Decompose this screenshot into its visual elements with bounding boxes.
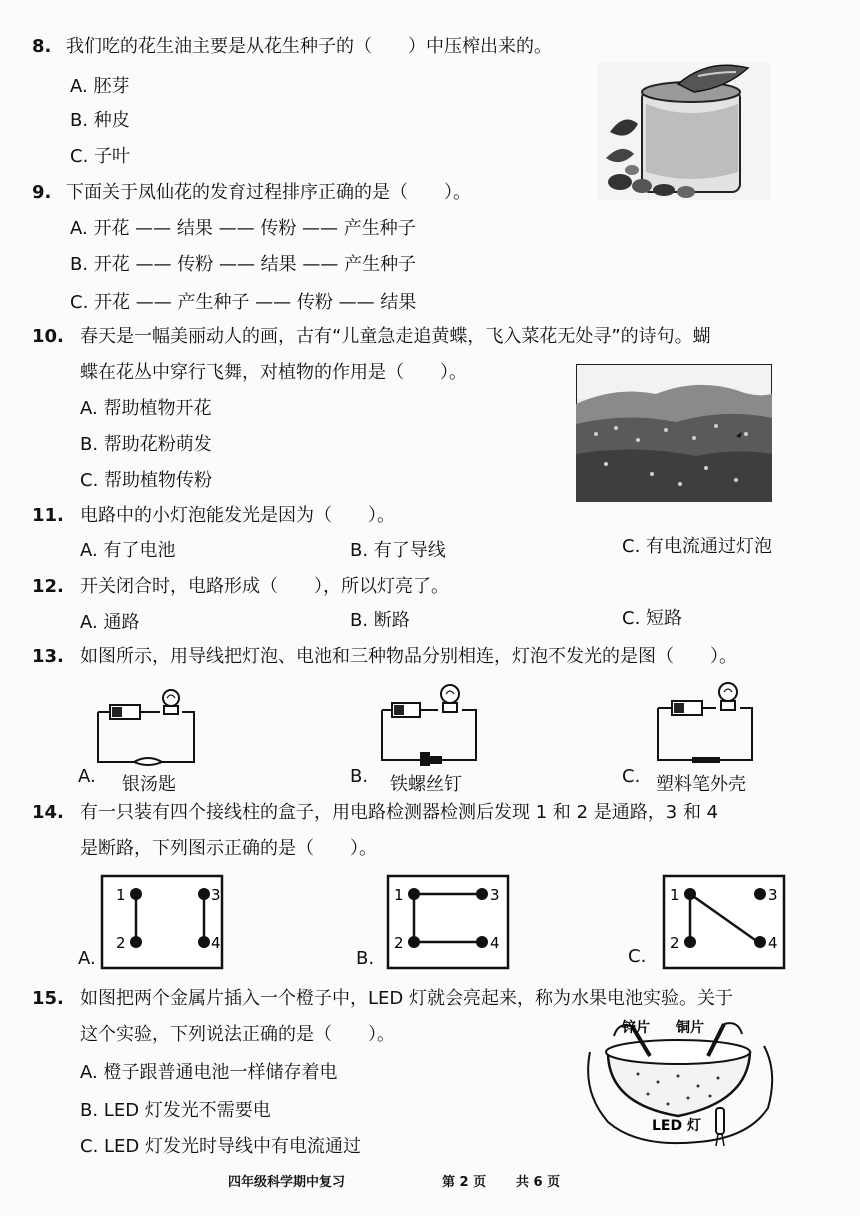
footer-course: 四年级科学期中复习 bbox=[228, 1175, 346, 1190]
figure-label: C. bbox=[628, 946, 647, 967]
terminal-label: 4 bbox=[490, 934, 500, 952]
option-b: B. 帮助花粉萌发 bbox=[80, 434, 212, 455]
terminal-label: 1 bbox=[116, 886, 126, 904]
circuit-b-diagram bbox=[374, 678, 486, 766]
question-text: 有一只装有四个接线柱的盒子，用电路检测器检测后发现 1 和 2 是通路，3 和 4 bbox=[80, 802, 719, 823]
option-b: B. 断路 bbox=[350, 610, 410, 631]
question-number: 8. bbox=[32, 36, 52, 57]
question-11 bbox=[32, 503, 395, 529]
question-15-line2: 这个实验，下列说法正确的是（ ）。 bbox=[80, 1024, 395, 1045]
question-text: 开关闭合时，电路形成（ ），所以灯亮了。 bbox=[80, 576, 449, 597]
question-14 bbox=[32, 800, 718, 826]
terminal-box-c bbox=[662, 874, 786, 970]
terminal-label: 1 bbox=[670, 886, 680, 904]
option-c: C. LED 灯发光时导线中有电流通过 bbox=[80, 1136, 361, 1157]
terminal-label: 2 bbox=[394, 934, 404, 952]
option-b: B. 有了导线 bbox=[350, 540, 446, 561]
question-13 bbox=[32, 644, 737, 670]
peanut-oil-illustration bbox=[598, 62, 770, 200]
option-c: C. 帮助植物传粉 bbox=[80, 470, 213, 491]
terminal-label: 3 bbox=[768, 886, 778, 904]
figure-label: C. bbox=[622, 766, 641, 787]
question-12 bbox=[32, 574, 449, 600]
question-number: 14. bbox=[32, 802, 64, 823]
figure-label: A. bbox=[78, 948, 96, 969]
figure-caption: 塑料笔外壳 bbox=[656, 774, 746, 795]
figure-caption: 银汤匙 bbox=[122, 774, 176, 795]
option-a: A. 帮助植物开花 bbox=[80, 398, 212, 419]
question-number: 13. bbox=[32, 646, 64, 667]
option-c: C. 开花 —— 产生种子 —— 传粉 —— 结果 bbox=[70, 292, 417, 313]
question-text: 如图把两个金属片插入一个橙子中，LED 灯就会亮起来，称为水果电池实验。关于 bbox=[80, 988, 733, 1009]
flower-field-photo bbox=[576, 364, 772, 502]
circuit-c-diagram bbox=[650, 678, 762, 766]
option-c: C. 短路 bbox=[622, 608, 683, 629]
fruit-battery-illustration bbox=[578, 1012, 778, 1152]
question-text: 如图所示，用导线把灯泡、电池和三种物品分别相连，灯泡不发光的是图（ ）。 bbox=[80, 646, 737, 667]
question-14-line2: 是断路，下列图示正确的是（ ）。 bbox=[80, 838, 377, 859]
terminal-label: 2 bbox=[670, 934, 680, 952]
question-number: 15. bbox=[32, 988, 64, 1009]
terminal-label: 3 bbox=[211, 886, 221, 904]
terminal-label: 2 bbox=[116, 934, 126, 952]
terminal-label: 4 bbox=[768, 934, 778, 952]
circuit-a-diagram bbox=[90, 686, 202, 768]
option-a: A. 有了电池 bbox=[80, 540, 176, 561]
question-9 bbox=[32, 180, 471, 206]
option-a: A. 通路 bbox=[80, 612, 140, 633]
question-15 bbox=[32, 986, 733, 1012]
question-text: 春天是一幅美丽动人的画，古有“儿童急走追黄蝶，飞入菜花无处寻”的诗句。蝴 bbox=[80, 326, 711, 347]
question-10 bbox=[32, 324, 711, 350]
figure-label: A. bbox=[78, 766, 96, 787]
question-number: 9. bbox=[32, 182, 52, 203]
figure-label: B. bbox=[356, 948, 375, 969]
terminal-box-b bbox=[386, 874, 510, 970]
led-label: LED 灯 bbox=[652, 1118, 701, 1134]
terminal-label: 3 bbox=[490, 886, 500, 904]
terminal-label: 1 bbox=[394, 886, 404, 904]
footer-page: 第 2 页 bbox=[442, 1175, 487, 1190]
option-b: B. 开花 —— 传粉 —— 结果 —— 产生种子 bbox=[70, 254, 417, 275]
zinc-label: 锌片 bbox=[622, 1020, 650, 1036]
question-8 bbox=[32, 34, 552, 60]
question-number: 11. bbox=[32, 505, 64, 526]
question-text: 我们吃的花生油主要是从花生种子的（ ）中压榨出来的。 bbox=[66, 36, 552, 57]
option-a: A. 胚芽 bbox=[70, 76, 130, 97]
terminal-box-a bbox=[100, 874, 224, 970]
option-a: A. 橙子跟普通电池一样储存着电 bbox=[80, 1062, 338, 1083]
option-b: B. LED 灯发光不需要电 bbox=[80, 1100, 271, 1121]
option-c: C. 有电流通过灯泡 bbox=[622, 536, 773, 557]
option-c: C. 子叶 bbox=[70, 146, 131, 167]
question-10-line2: 蝶在花丛中穿行飞舞，对植物的作用是（ ）。 bbox=[80, 362, 467, 383]
copper-label: 铜片 bbox=[676, 1020, 704, 1036]
question-number: 10. bbox=[32, 326, 64, 347]
question-text: 电路中的小灯泡能发光是因为（ ）。 bbox=[80, 505, 395, 526]
question-text: 下面关于凤仙花的发育过程排序正确的是（ ）。 bbox=[66, 182, 471, 203]
figure-caption: 铁螺丝钉 bbox=[390, 774, 462, 795]
footer-total: 共 6 页 bbox=[516, 1175, 561, 1190]
question-number: 12. bbox=[32, 576, 64, 597]
option-a: A. 开花 —— 结果 —— 传粉 —— 产生种子 bbox=[70, 218, 416, 239]
option-b: B. 种皮 bbox=[70, 110, 130, 131]
terminal-label: 4 bbox=[211, 934, 221, 952]
figure-label: B. bbox=[350, 766, 369, 787]
